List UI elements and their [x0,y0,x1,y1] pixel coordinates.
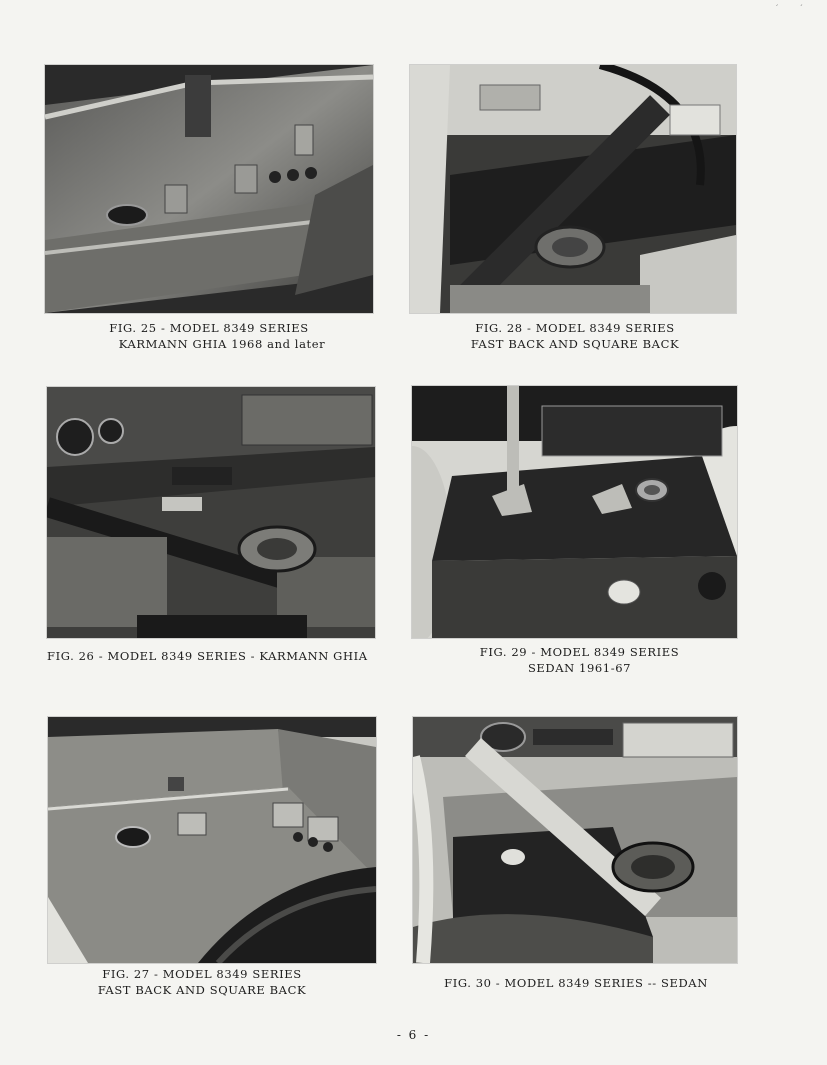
fig29-caption [412,644,747,676]
fig25-caption [45,320,373,352]
fig28-caption [410,320,740,352]
fig27-caption-line2: FAST BACK AND SQUARE BACK [97,983,307,997]
fig29-photo [412,386,737,638]
fig27-photo [48,717,376,963]
fig30-caption [413,975,739,991]
fig27-caption-line1: FIG. 27 - MODEL 8349 SERIES [102,967,302,981]
fig25-photo [45,65,373,313]
fig28-photo [410,65,736,313]
scan-specks: ˊ ˊ [774,4,803,13]
fig29-caption-line2: SEDAN 1961-67 [527,661,632,675]
fig30-photo [413,717,737,963]
page-number: - 6 - [396,1028,431,1042]
fig26-photo [47,387,375,638]
fig26-caption [47,648,377,664]
fig27-caption [48,966,356,998]
fig25-caption-line2: KARMANN GHIA 1968 and later [118,337,326,351]
fig28-caption-line1: FIG. 28 - MODEL 8349 SERIES [475,321,675,335]
fig25-caption-line1: FIG. 25 - MODEL 8349 SERIES [109,321,309,335]
fig30-caption-line1: FIG. 30 - MODEL 8349 SERIES -- SEDAN [444,976,708,990]
fig26-caption-line1: FIG. 26 - MODEL 8349 SERIES - KARMANN GHIA [47,649,368,663]
fig29-caption-line1: FIG. 29 - MODEL 8349 SERIES [479,645,680,659]
fig28-caption-line2: FAST BACK AND SQUARE BACK [470,337,680,351]
